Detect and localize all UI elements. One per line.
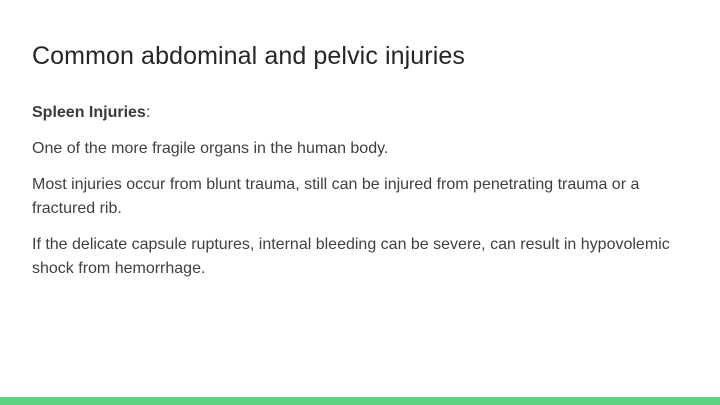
slide-body xyxy=(32,101,702,293)
subheading-label: Spleen Injuries xyxy=(32,104,146,121)
paragraph-2: Most injuries occur from blunt trauma, still can be injured from penetrating trauma or a fractured rib. xyxy=(32,176,640,217)
accent-bar xyxy=(0,397,720,405)
subheading xyxy=(32,101,702,125)
slide-title: Common abdominal and pelvic injuries xyxy=(32,42,465,70)
paragraph-1: One of the more fragile organs in the human body. xyxy=(32,140,389,157)
paragraph-3: If the delicate capsule ruptures, internal bleeding can be severe, can result in hypovolemic shock from hemorrhage. xyxy=(32,236,670,277)
subheading-suffix: : xyxy=(145,104,151,121)
